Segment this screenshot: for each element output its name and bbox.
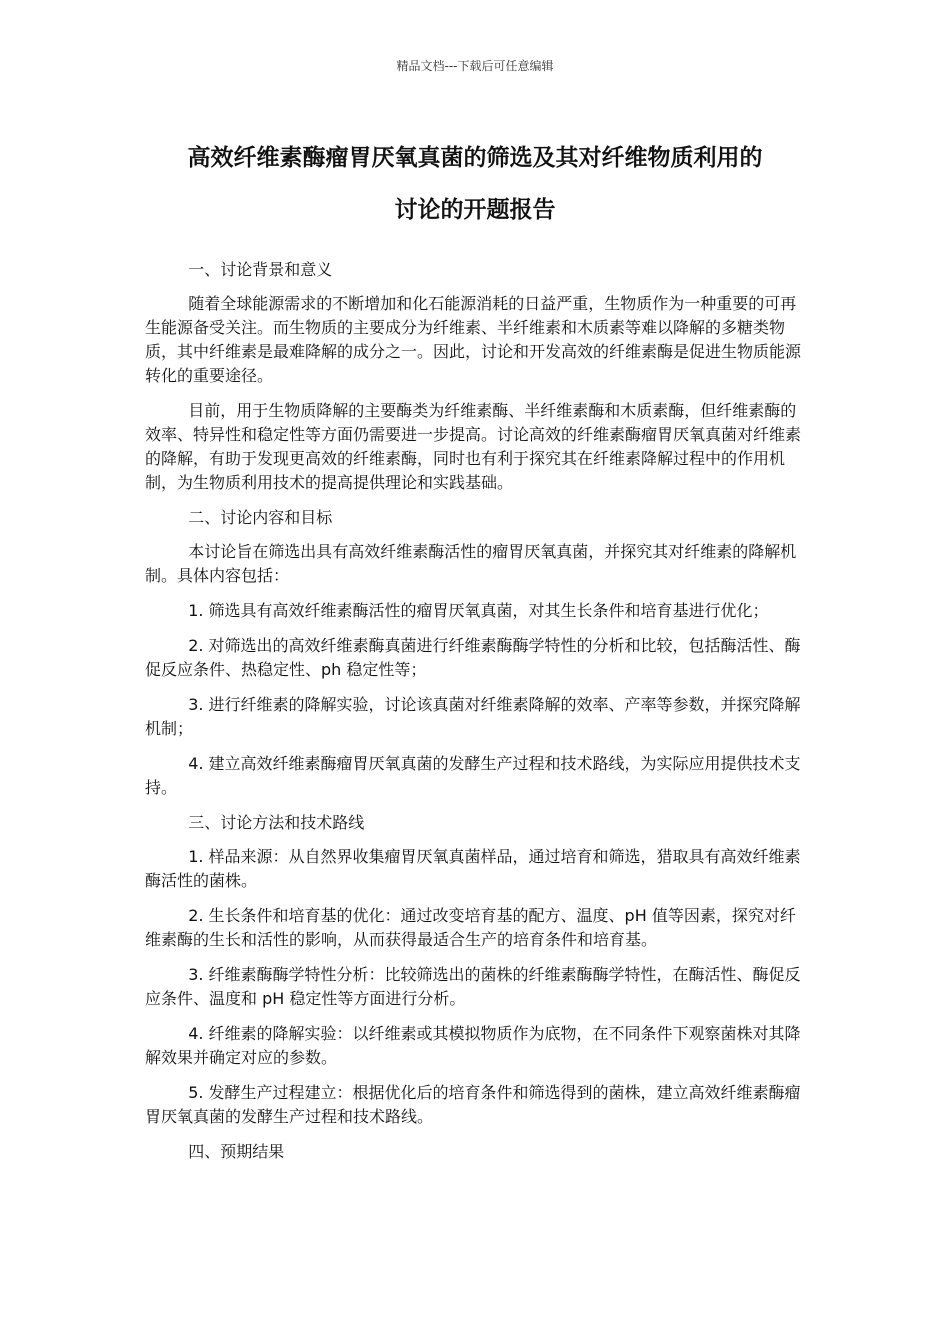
section-heading-background: 一、讨论背景和意义 — [188, 260, 333, 279]
list-item-content-3: 3. 进行纤维素的降解实验，讨论该真菌对纤维素降解的效率、产率等参数，并探究降解机制； — [145, 695, 801, 738]
section-heading-expected-results: 四、预期结果 — [188, 1142, 285, 1161]
list-item-methods-5: 5. 发酵生产过程建立：根据优化后的培育条件和筛选得到的菌株，建立高效纤维素酶瘤胃厌氧真菌的发酵生产过程和技术路线。 — [145, 1083, 801, 1126]
list-item-methods-3: 3. 纤维素酶酶学特性分析：比较筛选出的菌株的纤维素酶酶学特性，在酶活性、酶促反应条件、温度和 pH 稳定性等方面进行分析。 — [145, 965, 801, 1008]
paragraph-background-1: 随着全球能源需求的不断增加和化石能源消耗的日益严重，生物质作为一种重要的可再生能源备受关注。而生物质的主要成分为纤维素、半纤维素和木质素等难以降解的多糖类物质，其中纤维素是最难降解的成分之一。因此，讨论和开发高效的纤维素酶是促进生物质能源转化的重要途径。 — [145, 294, 802, 385]
list-item-content-1: 1. 筛选具有高效纤维素酶活性的瘤胃厌氧真菌，对其生长条件和培育基进行优化； — [188, 601, 769, 620]
list-item-methods-4: 4. 纤维素的降解实验：以纤维素或其模拟物质作为底物，在不同条件下观察菌株对其降解效果并确定对应的参数。 — [145, 1024, 801, 1067]
document-title-line-1: 高效纤维素酶瘤胃厌氧真菌的筛选及其对纤维物质利用的 — [187, 145, 763, 171]
page-header-watermark: 精品文档---下载后可任意编辑 — [396, 59, 554, 73]
list-item-methods-1: 1. 样品来源：从自然界收集瘤胃厌氧真菌样品，通过培育和筛选，猎取具有高效纤维素酶活性的菌株。 — [145, 847, 801, 890]
list-item-content-4: 4. 建立高效纤维素酶瘤胃厌氧真菌的发酵生产过程和技术路线，为实际应用提供技术支持。 — [145, 754, 801, 797]
document-title — [120, 132, 830, 236]
document-title-line-2: 讨论的开题报告 — [394, 197, 556, 223]
paragraph-background-2: 目前，用于生物质降解的主要酶类为纤维素酶、半纤维素酶和木质素酶，但纤维素酶的效率、特异性和稳定性等方面仍需要进一步提高。讨论高效的纤维素酶瘤胃厌氧真菌对纤维素的降解，有助于发现更高效的纤维素酶，同时也有利于探究其在纤维素降解过程中的作用机制，为生物质利用技术的提高提供理论和实践基础。 — [145, 401, 802, 492]
section-heading-content: 二、讨论内容和目标 — [188, 508, 333, 527]
document-body — [145, 258, 807, 1174]
list-item-methods-2: 2. 生长条件和培育基的优化：通过改变培育基的配方、温度、pH 值等因素，探究对纤维素酶的生长和活性的影响，从而获得最适合生产的培育条件和培育基。 — [145, 906, 796, 949]
list-item-content-2: 2. 对筛选出的高效纤维素酶真菌进行纤维素酶酶学特性的分析和比较，包括酶活性、酶促反应条件、热稳定性、ph 稳定性等； — [145, 636, 801, 679]
section-heading-methods: 三、讨论方法和技术路线 — [188, 813, 365, 832]
paragraph-content-intro: 本讨论旨在筛选出具有高效纤维素酶活性的瘤胃厌氧真菌，并探究其对纤维素的降解机制。具体内容包括： — [145, 542, 797, 585]
